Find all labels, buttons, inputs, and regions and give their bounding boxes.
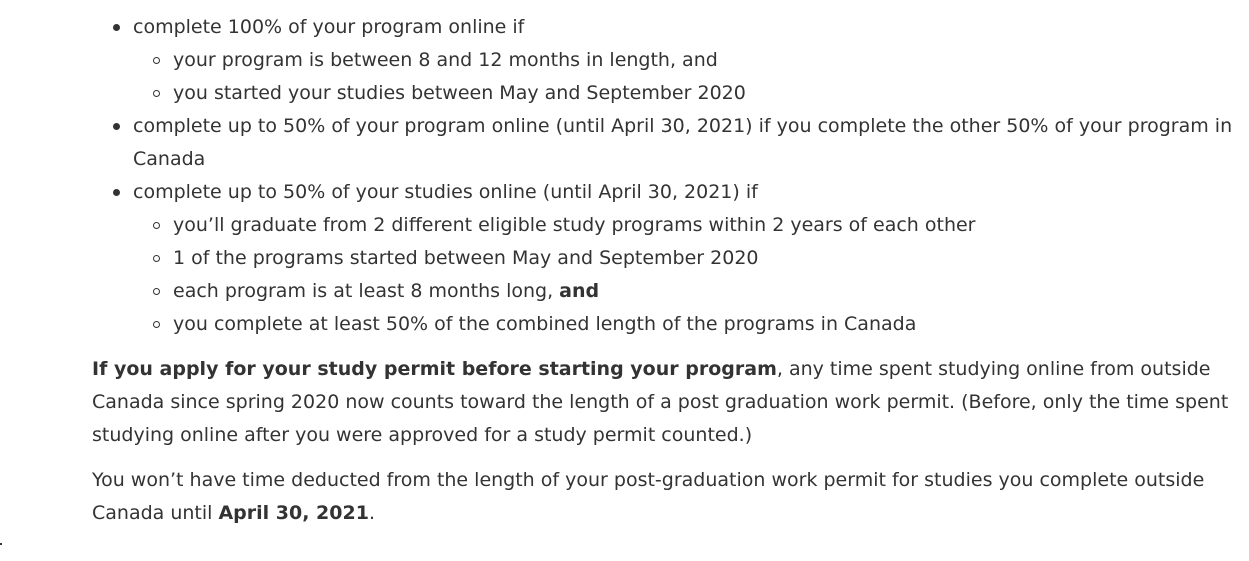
circle-bullet-icon: [153, 57, 160, 64]
sub-list-item: [173, 308, 1242, 341]
list-item: [133, 110, 1242, 176]
sub-list-item: [173, 209, 1242, 242]
sub-list: [133, 209, 1242, 341]
circle-bullet-icon: [153, 255, 160, 262]
circle-bullet-icon: [153, 90, 160, 97]
page-edge-mark: [0, 543, 2, 545]
deduction-paragraph: [92, 464, 1242, 530]
paragraph-text: , any time spent studying online from outside Canada since spring 2020 now counts toward the length of a post graduation work permit. (Before, only the time spent studying online after you were approved for a study permit counted.): [92, 358, 1229, 446]
list-item-text: complete up to 50% of your program online (until April 30, 2021) if you complete the other 50% of your program in Canada: [133, 115, 1233, 170]
sub-list-item-text: each program is at least 8 months long,: [173, 280, 560, 302]
sub-list: [133, 44, 1242, 110]
main-content: [92, 11, 1242, 530]
circle-bullet-icon: [153, 321, 160, 328]
emphasis-and: and: [559, 280, 600, 302]
list-item: [133, 11, 1242, 110]
eligibility-list: [92, 11, 1242, 341]
list-item: [133, 176, 1242, 341]
sub-list-item-text: you complete at least 50% of the combined length of the programs in Canada: [173, 313, 917, 335]
sub-list-item: [173, 44, 1242, 77]
study-permit-paragraph: [92, 353, 1242, 452]
circle-bullet-icon: [153, 288, 160, 295]
paragraph-emphasis: If you apply for your study permit before starting your program: [92, 358, 777, 380]
sub-list-item-text: you started your studies between May and September 2020: [173, 82, 746, 104]
sub-list-item-text: you’ll graduate from 2 different eligible study programs within 2 years of each other: [173, 214, 976, 236]
list-item-text: complete 100% of your program online if: [133, 16, 525, 38]
bullet-icon: [113, 123, 120, 130]
bullet-icon: [113, 189, 120, 196]
sub-list-item: [173, 275, 1242, 308]
bullet-icon: [113, 24, 120, 31]
paragraph-text: You won’t have time deducted from the length of your post-graduation work permit for studies you complete outside Canada until: [92, 469, 1205, 524]
sub-list-item: [173, 242, 1242, 275]
sub-list-item-text: 1 of the programs started between May and September 2020: [173, 247, 759, 269]
paragraph-period: .: [368, 502, 375, 524]
circle-bullet-icon: [153, 222, 160, 229]
sub-list-item: [173, 77, 1242, 110]
list-item-text: complete up to 50% of your studies online (until April 30, 2021) if: [133, 181, 758, 203]
deadline-date: April 30, 2021: [218, 502, 369, 524]
sub-list-item-text: your program is between 8 and 12 months in length, and: [173, 49, 718, 71]
